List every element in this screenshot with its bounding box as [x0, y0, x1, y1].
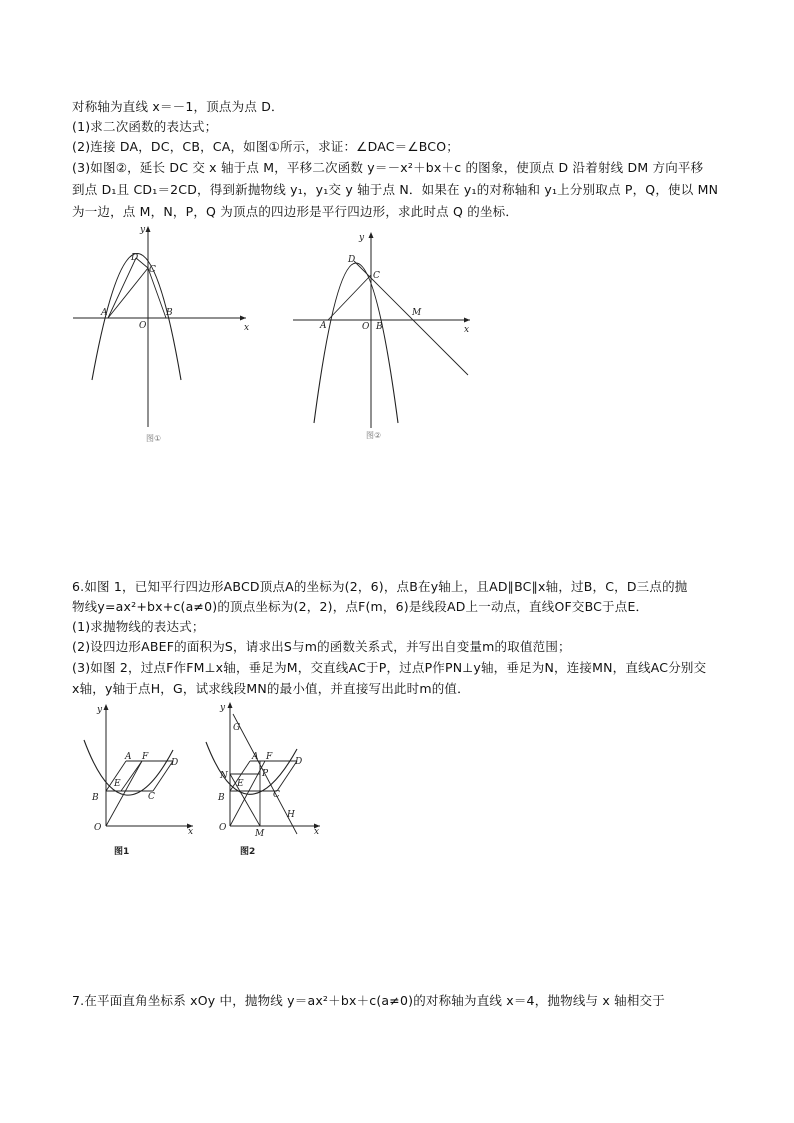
q5-line-3: (2)连接 DA，DC，CB，CA，如图①所示，求证：∠DAC＝∠BCO；	[72, 139, 459, 154]
segment-ef	[121, 761, 142, 791]
label-x: x	[314, 827, 320, 837]
label-a: A	[101, 308, 108, 318]
label-a: A	[125, 752, 132, 762]
label-y: y	[220, 703, 226, 713]
label-x: x	[188, 827, 194, 837]
figure-caption: 图1	[114, 847, 130, 857]
figure-caption: 图2	[240, 847, 256, 857]
q7-line-1: 7.在平面直角坐标系 xOy 中，抛物线 y＝ax²＋bx＋c(a≠0)的对称轴为直线 x＝4，抛物线与 x 轴相交于	[72, 993, 665, 1008]
label-m: M	[412, 308, 422, 318]
y-axis-arrow	[228, 702, 233, 708]
x-axis-arrow	[240, 316, 246, 321]
label-b: B	[376, 322, 383, 332]
label-h: H	[287, 810, 295, 820]
label-a: A	[320, 321, 327, 331]
label-c: C	[373, 271, 380, 281]
label-y: y	[97, 705, 103, 715]
label-o: O	[139, 321, 147, 331]
q5-line-6: 为一边，点 M，N，P，Q 为顶点的四边形是平行四边形，求此时点 Q 的坐标．	[72, 204, 519, 219]
q6-line-1: 6.如图 1，已知平行四边形ABCD顶点A的坐标为(2，6)，点B在y轴上，且AD∥BC∥x轴，过B，C，D三点的抛	[72, 579, 688, 594]
label-x: x	[244, 323, 250, 333]
label-c: C	[273, 790, 280, 800]
y-axis-arrow	[104, 704, 109, 710]
label-n: N	[220, 771, 228, 781]
q6-line-2: 物线y=ax²+bx+c(a≠0)的顶点坐标为(2，2)，点F(m，6)是线段AD上一动点，直线OF交BC于点E．	[72, 599, 649, 614]
label-o: O	[362, 322, 370, 332]
label-c: C	[149, 265, 156, 275]
label-g: G	[233, 723, 241, 733]
parabola	[84, 740, 173, 795]
q5-figure-1	[68, 222, 258, 447]
segment-dc	[153, 761, 173, 791]
q5-line-5: 到点 D₁且 CD₁＝2CD，得到新抛物线 y₁，y₁交 y 轴于点 N．如果在 y₁的对称轴和 y₁上分别取点 P，Q，使以 MN	[72, 182, 719, 197]
label-o: O	[94, 823, 102, 833]
label-f: F	[142, 752, 149, 762]
label-f: F	[266, 752, 273, 762]
q6-line-6: x轴，y轴于点H，G，试求线段MN的最小值，并直接写出此时m的值．	[72, 681, 470, 696]
q6-figure-2	[200, 700, 330, 862]
label-m: M	[255, 829, 265, 839]
label-c: C	[148, 792, 155, 802]
q6-line-5: (3)如图 2，过点F作FM⊥x轴，垂足为M，交直线AC于P，过点P作PN⊥y轴，垂足为N，连接MN，直线AC分别交	[72, 660, 707, 675]
label-p: P	[262, 769, 269, 779]
label-d: D	[171, 758, 179, 768]
parabola	[314, 263, 398, 423]
label-y: y	[140, 225, 146, 235]
q5-line-2: (1)求二次函数的表达式；	[72, 119, 218, 134]
label-x: x	[464, 325, 470, 335]
label-a: A	[252, 752, 259, 762]
segment-cb	[148, 268, 166, 318]
q5-line-4: (3)如图②，延长 DC 交 x 轴于点 M，平移二次函数 y＝－x²＋bx＋c 的图象，使顶点 D 沿着射线 DM 方向平移	[72, 160, 704, 175]
label-d: D	[131, 253, 139, 263]
label-e: E	[237, 779, 244, 789]
label-d: D	[295, 757, 303, 767]
figure-caption: 图②	[366, 431, 382, 440]
label-y: y	[359, 233, 365, 243]
label-d: D	[348, 255, 356, 265]
figure-caption: 图①	[146, 434, 162, 443]
q6-line-4: (2)设四边形ABEF的面积为S，请求出S与m的函数关系式，并写出自变量m的取值范围；	[72, 639, 571, 654]
x-axis-arrow	[464, 318, 470, 323]
q5-figure-2	[288, 228, 478, 446]
label-b: B	[92, 793, 99, 803]
label-b: B	[218, 793, 225, 803]
q6-line-3: (1)求抛物线的表达式；	[72, 619, 205, 634]
label-b: B	[166, 308, 173, 318]
q6-figure-1	[76, 702, 201, 862]
y-axis-arrow	[146, 226, 151, 232]
label-o: O	[219, 823, 227, 833]
label-e: E	[114, 779, 121, 789]
segment-ac	[328, 275, 371, 320]
y-axis-arrow	[369, 232, 374, 238]
q5-line-1: 对称轴为直线 x＝－1，顶点为点 D．	[72, 99, 284, 114]
